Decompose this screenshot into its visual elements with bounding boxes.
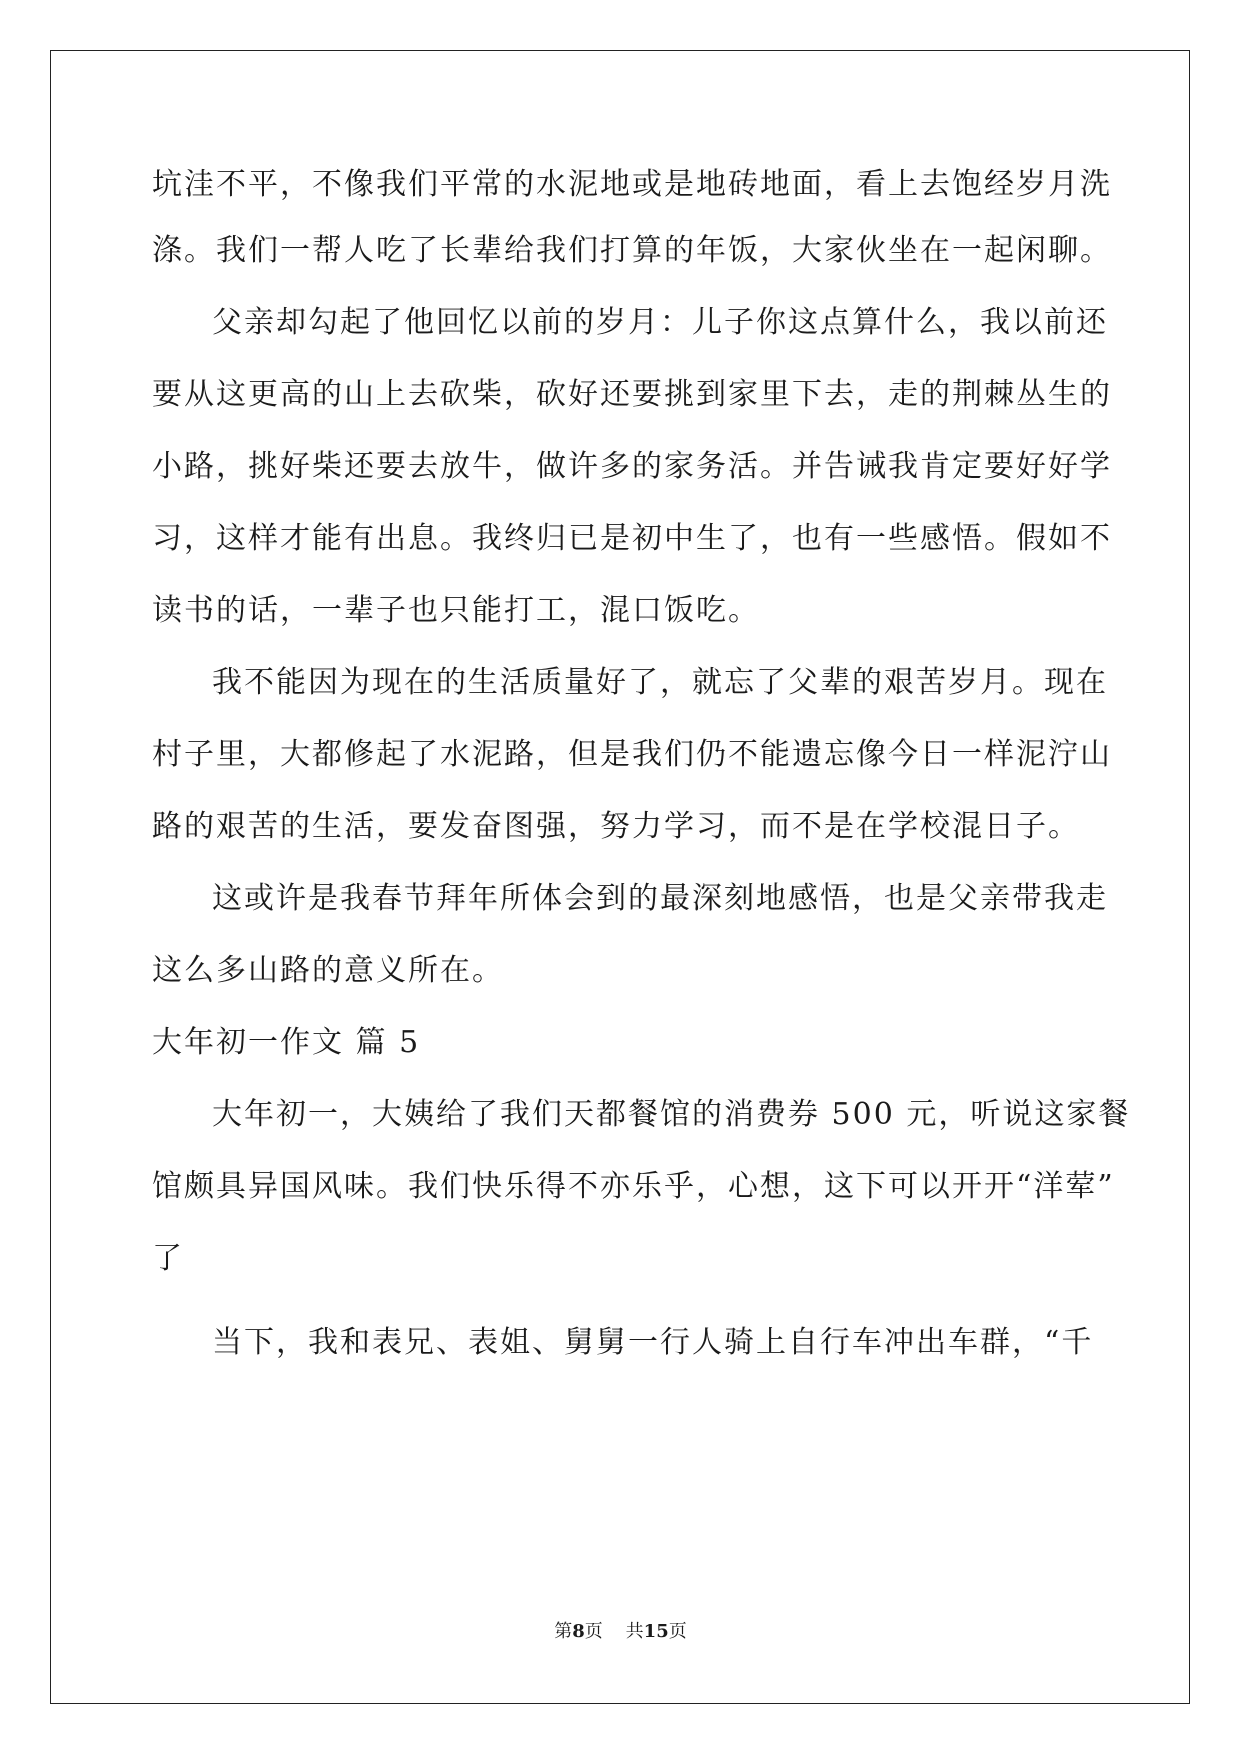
footer-page-current: 8	[572, 1621, 585, 1642]
text-line: 村子里，大都修起了水泥路，但是我们仍不能遗忘像今日一样泥泞山	[152, 737, 1112, 772]
page-footer	[0, 1620, 1241, 1644]
text-line: 了	[152, 1241, 184, 1276]
paragraph-start-line: 大年初一，大姨给了我们天都餐馆的消费券 500 元，听说这家餐	[212, 1097, 1131, 1132]
text-line: 要从这更高的山上去砍柴，砍好还要挑到家里下去，走的荆棘丛生的	[152, 377, 1112, 412]
page-frame	[50, 50, 1190, 1704]
footer-page-total: 15	[643, 1621, 669, 1642]
paragraph-start-line: 当下，我和表兄、表姐、舅舅一行人骑上自行车冲出车群，“千	[212, 1325, 1094, 1360]
text-line: 馆颇具异国风味。我们快乐得不亦乐乎，心想，这下可以开开“洋荤”	[152, 1169, 1115, 1204]
footer-page-mid: 页 共	[584, 1621, 644, 1642]
text-line: 读书的话，一辈子也只能打工，混口饭吃。	[152, 593, 760, 628]
text-line: 这么多山路的意义所在。	[152, 953, 504, 988]
section-heading: 大年初一作文 篇 5	[152, 1025, 421, 1060]
footer-page-suffix: 页	[668, 1621, 687, 1642]
text-line: 习，这样才能有出息。我终归已是初中生了，也有一些感悟。假如不	[152, 521, 1112, 556]
text-line: 涤。我们一帮人吃了长辈给我们打算的年饭，大家伙坐在一起闲聊。	[152, 233, 1112, 268]
paragraph-start-line: 父亲却勾起了他回忆以前的岁月：儿子你这点算什么，我以前还	[212, 305, 1108, 340]
footer-page-prefix: 第	[554, 1621, 573, 1642]
paragraph-start-line: 我不能因为现在的生活质量好了，就忘了父辈的艰苦岁月。现在	[212, 665, 1108, 700]
text-line: 小路，挑好柴还要去放牛，做许多的家务活。并告诫我肯定要好好学	[152, 449, 1112, 484]
paragraph-start-line: 这或许是我春节拜年所体会到的最深刻地感悟，也是父亲带我走	[212, 881, 1108, 916]
text-line: 路的艰苦的生活，要发奋图强，努力学习，而不是在学校混日子。	[152, 809, 1080, 844]
text-line: 坑洼不平，不像我们平常的水泥地或是地砖地面，看上去饱经岁月洗	[152, 167, 1112, 202]
